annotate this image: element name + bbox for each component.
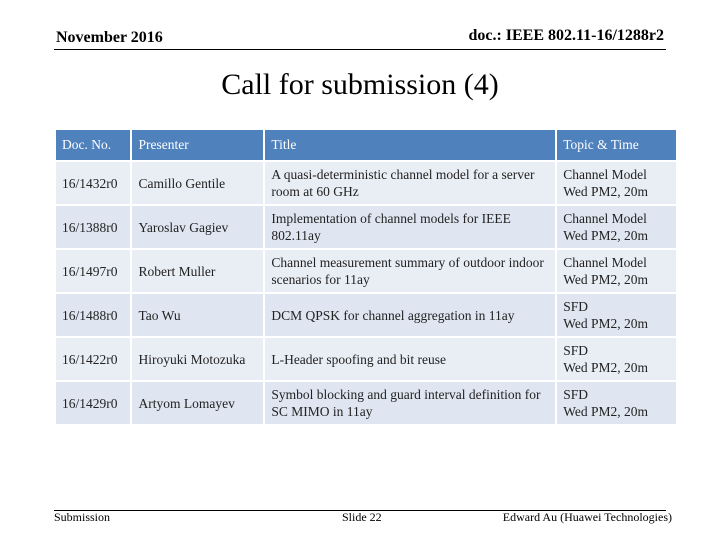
footer-submission: Submission <box>54 510 111 524</box>
cell-doc-no: 16/1422r0 <box>56 338 130 382</box>
cell-doc-no: 16/1388r0 <box>56 206 130 250</box>
footer-slide-number: Slide 22 <box>342 510 382 524</box>
col-header-topic-time: Topic & Time <box>557 130 676 162</box>
cell-topic: Channel Model <box>563 167 647 182</box>
slide-title: Call for submission (4) <box>221 68 499 101</box>
table-header-row <box>56 130 676 162</box>
cell-time: Wed PM2, 20m <box>563 316 648 331</box>
cell-topic: Channel Model <box>563 255 647 270</box>
cell-title: Channel measurement summary of outdoor indoor scenarios for 11ay <box>265 250 555 294</box>
cell-time: Wed PM2, 20m <box>563 228 648 243</box>
cell-time: Wed PM2, 20m <box>563 404 648 419</box>
cell-title: DCM QPSK for channel aggregation in 11ay <box>265 294 555 338</box>
cell-title: L-Header spoofing and bit reuse <box>265 338 555 382</box>
cell-presenter: Yaroslav Gagiev <box>132 206 263 250</box>
cell-presenter: Hiroyuki Motozuka <box>132 338 263 382</box>
header-doc-id: doc.: IEEE 802.11-16/1288r2 <box>468 27 664 44</box>
cell-time: Wed PM2, 20m <box>563 272 648 287</box>
cell-presenter: Camillo Gentile <box>132 162 263 206</box>
cell-topic: SFD <box>563 343 588 358</box>
cell-topic-time <box>557 294 676 338</box>
cell-title: A quasi-deterministic channel model for a server room at 60 GHz <box>265 162 555 206</box>
table-row <box>56 250 676 294</box>
table-row <box>56 338 676 382</box>
cell-topic: Channel Model <box>563 211 647 226</box>
cell-presenter: Artyom Lomayev <box>132 382 263 426</box>
col-header-doc-no: Doc. No. <box>56 130 130 162</box>
col-header-presenter: Presenter <box>132 130 263 162</box>
cell-topic-time <box>557 338 676 382</box>
cell-topic-time <box>557 382 676 426</box>
cell-doc-no: 16/1432r0 <box>56 162 130 206</box>
cell-topic: SFD <box>563 387 588 402</box>
cell-time: Wed PM2, 20m <box>563 184 648 199</box>
cell-doc-no: 16/1488r0 <box>56 294 130 338</box>
header-date: November 2016 <box>56 29 163 46</box>
cell-presenter: Tao Wu <box>132 294 263 338</box>
cell-doc-no: 16/1497r0 <box>56 250 130 294</box>
cell-title: Implementation of channel models for IEEE 802.11ay <box>265 206 555 250</box>
cell-presenter: Robert Muller <box>132 250 263 294</box>
cell-topic-time <box>557 162 676 206</box>
cell-time: Wed PM2, 20m <box>563 360 648 375</box>
table-row <box>56 382 676 426</box>
table-row <box>56 294 676 338</box>
submission-table <box>54 130 678 426</box>
header-rule <box>54 49 666 50</box>
col-header-title: Title <box>265 130 555 162</box>
cell-doc-no: 16/1429r0 <box>56 382 130 426</box>
cell-topic: SFD <box>563 299 588 314</box>
table-row <box>56 162 676 206</box>
table-row <box>56 206 676 250</box>
cell-title: Symbol blocking and guard interval definition for SC MIMO in 11ay <box>265 382 555 426</box>
cell-topic-time <box>557 250 676 294</box>
cell-topic-time <box>557 206 676 250</box>
footer-author: Edward Au (Huawei Technologies) <box>502 510 672 524</box>
